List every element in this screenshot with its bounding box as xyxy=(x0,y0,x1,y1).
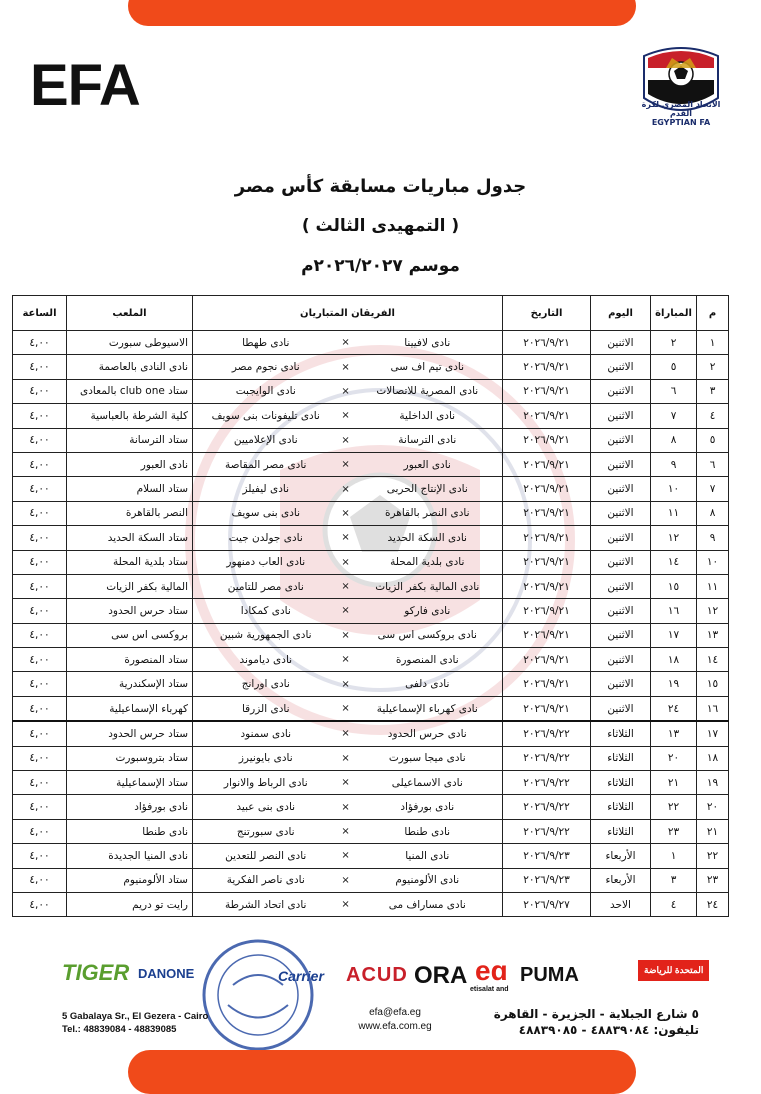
cell-day: الثلاثاء xyxy=(591,795,651,819)
cell-match: ٣ xyxy=(651,868,697,892)
cell-away-team: نادى تليفونات بنى سويف xyxy=(193,404,339,428)
cell-venue: نادى بورفؤاد xyxy=(67,795,193,819)
cell-away-team: نادى ليفيلز xyxy=(193,477,339,501)
cell-home-team: نادى الألومنيوم xyxy=(353,868,503,892)
cell-home-team: نادى بلدية المحلة xyxy=(353,550,503,574)
cell-vs: × xyxy=(339,355,353,379)
cell-day: الاثنين xyxy=(591,599,651,623)
table-row xyxy=(13,574,729,598)
svg-text:eɑ: eɑ xyxy=(475,956,508,986)
cell-day: الأربعاء xyxy=(591,868,651,892)
cell-time: ٤,٠٠ xyxy=(13,892,67,916)
cell-match: ١٨ xyxy=(651,648,697,672)
round-subtitle: ( التمهيدى الثالث ) xyxy=(301,216,460,236)
table-row xyxy=(13,452,729,476)
cell-vs: × xyxy=(339,501,353,525)
cell-vs: × xyxy=(339,721,353,746)
cell-num: ١٦ xyxy=(697,696,729,721)
cell-venue: النصر بالقاهرة xyxy=(67,501,193,525)
sponsor-acud: ACUD xyxy=(346,964,408,986)
table-row xyxy=(13,404,729,428)
cell-date: ٢٠٢٦/٩/٢١ xyxy=(503,379,591,403)
cell-day: الاثنين xyxy=(591,574,651,598)
cell-home-team: نادى الاسماعيلى xyxy=(353,771,503,795)
cell-time: ٤,٠٠ xyxy=(13,599,67,623)
table-row xyxy=(13,795,729,819)
cell-date: ٢٠٢٦/٩/٢٣ xyxy=(503,868,591,892)
cell-match: ١ xyxy=(651,844,697,868)
cell-num: ٤ xyxy=(697,404,729,428)
cell-num: ١٣ xyxy=(697,623,729,647)
cell-match: ٢٤ xyxy=(651,696,697,721)
table-row xyxy=(13,721,729,746)
sponsor-united: المتحدة للرياضة xyxy=(638,960,709,981)
cell-day: الاثنين xyxy=(591,526,651,550)
cell-time: ٤,٠٠ xyxy=(13,452,67,476)
cell-num: ١٨ xyxy=(697,746,729,770)
cell-day: الاثنين xyxy=(591,428,651,452)
cell-day: الاثنين xyxy=(591,404,651,428)
sponsor-etisalat: etisalat and xyxy=(470,986,509,993)
cell-venue: المالية بكفر الزيات xyxy=(67,574,193,598)
cell-venue: ستاد بتروسبورت xyxy=(67,746,193,770)
cell-venue: ستاد الألومنيوم xyxy=(67,868,193,892)
cell-time: ٤,٠٠ xyxy=(13,868,67,892)
cell-home-team: نادى حرس الحدود xyxy=(353,721,503,746)
table-row xyxy=(13,599,729,623)
crest-arabic-text: الاتحاد المصري لكرة القدم xyxy=(641,100,721,118)
cell-home-team: نادى المنيا xyxy=(353,844,503,868)
cell-match: ١٣ xyxy=(651,721,697,746)
cell-date: ٢٠٢٦/٩/٢١ xyxy=(503,696,591,721)
cell-match: ٢٢ xyxy=(651,795,697,819)
cell-home-team: نادى السكة الحديد xyxy=(353,526,503,550)
cell-home-team: نادى النصر بالقاهرة xyxy=(353,501,503,525)
cell-time: ٤,٠٠ xyxy=(13,721,67,746)
table-header-row xyxy=(13,296,729,331)
cell-home-team: نادى بورفؤاد xyxy=(353,795,503,819)
table-row xyxy=(13,868,729,892)
table-row xyxy=(13,696,729,721)
cell-date: ٢٠٢٦/٩/٢٣ xyxy=(503,844,591,868)
season-label: موسم ٢٠٢٦/٢٠٢٧م xyxy=(301,256,460,276)
cell-away-team: نادى الرباط والانوار xyxy=(193,771,339,795)
cell-venue: ستاد club one بالمعادى xyxy=(67,379,193,403)
cell-venue: كهرباء الإسماعيلية xyxy=(67,696,193,721)
cell-day: الثلاثاء xyxy=(591,771,651,795)
cell-date: ٢٠٢٦/٩/٢٧ xyxy=(503,892,591,916)
cell-away-team: نادى الجمهورية شبين xyxy=(193,623,339,647)
cell-vs: × xyxy=(339,648,353,672)
table-row xyxy=(13,623,729,647)
cell-away-team: نادى الزرقا xyxy=(193,696,339,721)
cell-away-team: نادى الإعلاميين xyxy=(193,428,339,452)
cell-vs: × xyxy=(339,819,353,843)
cell-away-team: نادى دياموند xyxy=(193,648,339,672)
cell-num: ٣ xyxy=(697,379,729,403)
cell-num: ١ xyxy=(697,331,729,355)
header-day: اليوم xyxy=(591,296,651,331)
match-schedule-table xyxy=(12,295,729,917)
cell-date: ٢٠٢٦/٩/٢٢ xyxy=(503,721,591,746)
cell-num: ٢٠ xyxy=(697,795,729,819)
footer-address-arabic xyxy=(494,1006,699,1038)
cell-day: الثلاثاء xyxy=(591,721,651,746)
cell-venue: كلية الشرطة بالعباسية xyxy=(67,404,193,428)
footer-website[interactable]: www.efa.com.eg xyxy=(358,1021,432,1032)
cell-venue: رايت تو دريم xyxy=(67,892,193,916)
table-row xyxy=(13,526,729,550)
cell-vs: × xyxy=(339,477,353,501)
cell-time: ٤,٠٠ xyxy=(13,623,67,647)
cell-time: ٤,٠٠ xyxy=(13,574,67,598)
cell-day: الاثنين xyxy=(591,452,651,476)
cell-num: ٢٤ xyxy=(697,892,729,916)
cell-home-team: نادى الإنتاج الحربى xyxy=(353,477,503,501)
cell-date: ٢٠٢٦/٩/٢١ xyxy=(503,501,591,525)
cell-time: ٤,٠٠ xyxy=(13,355,67,379)
cell-num: ١٢ xyxy=(697,599,729,623)
cell-home-team: نادى المالية بكفر الزيات xyxy=(353,574,503,598)
cell-num: ٢ xyxy=(697,355,729,379)
table-row xyxy=(13,331,729,355)
cell-day: الثلاثاء xyxy=(591,819,651,843)
cell-venue: ستاد بلدية المحلة xyxy=(67,550,193,574)
cell-venue: نادى النادى بالعاصمة xyxy=(67,355,193,379)
cell-vs: × xyxy=(339,771,353,795)
cell-num: ٢١ xyxy=(697,819,729,843)
cell-home-team: نادى طنطا xyxy=(353,819,503,843)
cell-away-team: نادى الوايجبت xyxy=(193,379,339,403)
cell-home-team: نادى ميجا سبورت xyxy=(353,746,503,770)
sponsor-tiger: TIGER xyxy=(62,960,130,985)
cell-venue: ستاد حرس الحدود xyxy=(67,599,193,623)
cell-time: ٤,٠٠ xyxy=(13,819,67,843)
header-date: التاريخ xyxy=(503,296,591,331)
cell-day: الاثنين xyxy=(591,331,651,355)
cell-home-team: نادى فاركو xyxy=(353,599,503,623)
cell-match: ٦ xyxy=(651,379,697,403)
cell-time: ٤,٠٠ xyxy=(13,526,67,550)
table-row xyxy=(13,428,729,452)
cell-time: ٤,٠٠ xyxy=(13,404,67,428)
cell-day: الاثنين xyxy=(591,550,651,574)
cell-day: الثلاثاء xyxy=(591,746,651,770)
cell-match: ٧ xyxy=(651,404,697,428)
cell-match: ١٥ xyxy=(651,574,697,598)
cell-time: ٤,٠٠ xyxy=(13,771,67,795)
cell-num: ١٥ xyxy=(697,672,729,696)
cell-time: ٤,٠٠ xyxy=(13,672,67,696)
cell-away-team: نادى اورانج xyxy=(193,672,339,696)
cell-day: الاحد xyxy=(591,892,651,916)
cell-away-team: نادى بنى سويف xyxy=(193,501,339,525)
cell-time: ٤,٠٠ xyxy=(13,746,67,770)
cell-match: ٤ xyxy=(651,892,697,916)
cell-match: ٢ xyxy=(651,331,697,355)
cell-away-team: نادى اتحاد الشرطة xyxy=(193,892,339,916)
table-row xyxy=(13,550,729,574)
cell-date: ٢٠٢٦/٩/٢٢ xyxy=(503,746,591,770)
cell-away-team: نادى نجوم مصر xyxy=(193,355,339,379)
sponsor-carrier: Carrier xyxy=(278,968,324,984)
cell-time: ٤,٠٠ xyxy=(13,696,67,721)
table-row xyxy=(13,648,729,672)
cell-match: ١٠ xyxy=(651,477,697,501)
cell-day: الاثنين xyxy=(591,501,651,525)
cell-match: ١١ xyxy=(651,501,697,525)
cell-match: ٢٣ xyxy=(651,819,697,843)
cell-home-team: نادى كهرباء الإسماعيلية xyxy=(353,696,503,721)
cell-vs: × xyxy=(339,672,353,696)
cell-away-team: نادى كمكادا xyxy=(193,599,339,623)
cell-vs: × xyxy=(339,623,353,647)
cell-venue: بروكسى اس سى xyxy=(67,623,193,647)
table-body xyxy=(13,331,729,917)
cell-num: ١٤ xyxy=(697,648,729,672)
cell-match: ٢٠ xyxy=(651,746,697,770)
cell-date: ٢٠٢٦/٩/٢١ xyxy=(503,477,591,501)
cell-home-team: نادى مساراف مى xyxy=(353,892,503,916)
table-row xyxy=(13,746,729,770)
cell-vs: × xyxy=(339,696,353,721)
footer-phone-ar: تليفون: ٤٨٨٣٩٠٨٤ - ٤٨٨٣٩٠٨٥ xyxy=(518,1023,699,1037)
footer-street-en: 5 Gabalaya Sr., El Gezera - Cairo xyxy=(62,1011,209,1022)
cell-vs: × xyxy=(339,331,353,355)
cell-home-team: نادى دلفى xyxy=(353,672,503,696)
cell-day: الاثنين xyxy=(591,623,651,647)
cell-date: ٢٠٢٦/٩/٢١ xyxy=(503,623,591,647)
table-row xyxy=(13,477,729,501)
cell-day: الاثنين xyxy=(591,477,651,501)
cell-venue: ستاد الإسكندرية xyxy=(67,672,193,696)
cell-vs: × xyxy=(339,868,353,892)
cell-match: ٥ xyxy=(651,355,697,379)
cell-date: ٢٠٢٦/٩/٢٢ xyxy=(503,771,591,795)
sponsor-ora: ORA xyxy=(414,962,468,989)
cell-match: ١٢ xyxy=(651,526,697,550)
header-match: المباراة xyxy=(651,296,697,331)
cell-venue: نادى العبور xyxy=(67,452,193,476)
cell-vs: × xyxy=(339,844,353,868)
cell-time: ٤,٠٠ xyxy=(13,648,67,672)
table-row xyxy=(13,672,729,696)
cell-away-team: نادى طهطا xyxy=(193,331,339,355)
cell-away-team: نادى بايونيرز xyxy=(193,746,339,770)
cell-num: ٦ xyxy=(697,452,729,476)
cell-vs: × xyxy=(339,526,353,550)
cell-date: ٢٠٢٦/٩/٢١ xyxy=(503,672,591,696)
cell-time: ٤,٠٠ xyxy=(13,477,67,501)
cell-home-team: نادى المصرية للاتصالات xyxy=(353,379,503,403)
cell-vs: × xyxy=(339,599,353,623)
cell-num: ١٠ xyxy=(697,550,729,574)
cell-day: الاثنين xyxy=(591,648,651,672)
cell-match: ١٩ xyxy=(651,672,697,696)
cell-home-team: نادى تيم اف سى xyxy=(353,355,503,379)
sponsor-puma: PUMA xyxy=(520,964,579,986)
cell-num: ١٩ xyxy=(697,771,729,795)
sponsor-danone: DANONE xyxy=(138,966,195,981)
cell-date: ٢٠٢٦/٩/٢١ xyxy=(503,452,591,476)
cell-venue: ستاد حرس الحدود xyxy=(67,721,193,746)
cell-vs: × xyxy=(339,452,353,476)
cell-vs: × xyxy=(339,379,353,403)
crest-label xyxy=(636,100,726,127)
cell-time: ٤,٠٠ xyxy=(13,844,67,868)
cell-vs: × xyxy=(339,746,353,770)
cell-date: ٢٠٢٦/٩/٢١ xyxy=(503,428,591,452)
cell-home-team: نادى العبور xyxy=(353,452,503,476)
cell-time: ٤,٠٠ xyxy=(13,379,67,403)
footer-address-english xyxy=(62,1010,208,1036)
header-time: الساعة xyxy=(13,296,67,331)
cell-vs: × xyxy=(339,428,353,452)
footer-contact xyxy=(335,1006,455,1034)
sponsor-strip xyxy=(58,956,718,998)
footer-phone-en: Tel.: 48839084 - 48839085 xyxy=(62,1024,177,1035)
cell-date: ٢٠٢٦/٩/٢٢ xyxy=(503,819,591,843)
cell-venue: ستاد الإسماعيلية xyxy=(67,771,193,795)
cell-num: ١٧ xyxy=(697,721,729,746)
cell-vs: × xyxy=(339,404,353,428)
header-teams: الفريقان المتباريان xyxy=(193,296,503,331)
cell-venue: الاسيوطى سبورت xyxy=(67,331,193,355)
cell-away-team: نادى النصر للتعدين xyxy=(193,844,339,868)
cell-day: الاثنين xyxy=(591,672,651,696)
cell-day: الاثنين xyxy=(591,696,651,721)
etisalat-icon xyxy=(473,956,511,986)
cell-match: ٢١ xyxy=(651,771,697,795)
footer-email[interactable]: efa@efa.eg xyxy=(369,1007,421,1018)
cell-day: الأربعاء xyxy=(591,844,651,868)
cell-date: ٢٠٢٦/٩/٢١ xyxy=(503,599,591,623)
cell-home-team: نادى الترسانة xyxy=(353,428,503,452)
official-stamp-icon xyxy=(198,935,318,1055)
header-num: م xyxy=(697,296,729,331)
cell-date: ٢٠٢٦/٩/٢١ xyxy=(503,550,591,574)
table-row xyxy=(13,771,729,795)
table-row xyxy=(13,355,729,379)
top-orange-bar xyxy=(128,0,636,26)
page-title: جدول مباريات مسابقة كأس مصر xyxy=(234,176,527,197)
cell-away-team: نادى سمنود xyxy=(193,721,339,746)
table-row xyxy=(13,819,729,843)
cell-home-team: نادى المنصورة xyxy=(353,648,503,672)
crest-english-text: EGYPTIAN FA xyxy=(651,118,711,127)
cell-num: ٥ xyxy=(697,428,729,452)
cell-home-team: نادى الداخلية xyxy=(353,404,503,428)
cell-venue: نادى طنطا xyxy=(67,819,193,843)
cell-date: ٢٠٢٦/٩/٢١ xyxy=(503,355,591,379)
bottom-orange-bar xyxy=(128,1050,636,1094)
footer-street-ar: ٥ شارع الجبلاية - الجزيرة - القاهرة xyxy=(493,1007,699,1021)
cell-time: ٤,٠٠ xyxy=(13,501,67,525)
table-row xyxy=(13,501,729,525)
cell-time: ٤,٠٠ xyxy=(13,428,67,452)
cell-away-team: نادى ناصر الفكرية xyxy=(193,868,339,892)
cell-num: ٩ xyxy=(697,526,729,550)
cell-away-team: نادى بنى عبيد xyxy=(193,795,339,819)
cell-vs: × xyxy=(339,550,353,574)
cell-num: ٧ xyxy=(697,477,729,501)
cell-time: ٤,٠٠ xyxy=(13,550,67,574)
cell-vs: × xyxy=(339,574,353,598)
cell-match: ٩ xyxy=(651,452,697,476)
cell-away-team: نادى مصر للتامين xyxy=(193,574,339,598)
cell-match: ٨ xyxy=(651,428,697,452)
cell-venue: ستاد السكة الحديد xyxy=(67,526,193,550)
cell-num: ٢٢ xyxy=(697,844,729,868)
efa-logo: EFA xyxy=(30,53,140,118)
cell-time: ٤,٠٠ xyxy=(13,795,67,819)
cell-vs: × xyxy=(339,892,353,916)
cell-away-team: نادى العاب دمنهور xyxy=(193,550,339,574)
cell-day: الاثنين xyxy=(591,379,651,403)
cell-vs: × xyxy=(339,795,353,819)
cell-home-team: نادى بروكسى اس سى xyxy=(353,623,503,647)
table-row xyxy=(13,892,729,916)
cell-away-team: نادى جولدن جيت xyxy=(193,526,339,550)
cell-match: ١٧ xyxy=(651,623,697,647)
cell-venue: ستاد المنصورة xyxy=(67,648,193,672)
table-row xyxy=(13,844,729,868)
cell-date: ٢٠٢٦/٩/٢١ xyxy=(503,574,591,598)
table-row xyxy=(13,379,729,403)
cell-match: ١٦ xyxy=(651,599,697,623)
cell-match: ١٤ xyxy=(651,550,697,574)
cell-away-team: نادى مصر المقاصة xyxy=(193,452,339,476)
cell-time: ٤,٠٠ xyxy=(13,331,67,355)
cell-num: ٨ xyxy=(697,501,729,525)
cell-venue: نادى المنيا الجديدة xyxy=(67,844,193,868)
cell-date: ٢٠٢٦/٩/٢١ xyxy=(503,331,591,355)
cell-date: ٢٠٢٦/٩/٢١ xyxy=(503,526,591,550)
cell-date: ٢٠٢٦/٩/٢١ xyxy=(503,404,591,428)
cell-date: ٢٠٢٦/٩/٢١ xyxy=(503,648,591,672)
cell-home-team: نادى لافيينا xyxy=(353,331,503,355)
cell-venue: ستاد الترسانة xyxy=(67,428,193,452)
cell-date: ٢٠٢٦/٩/٢٢ xyxy=(503,795,591,819)
cell-num: ١١ xyxy=(697,574,729,598)
cell-day: الاثنين xyxy=(591,355,651,379)
header-venue: الملعب xyxy=(67,296,193,331)
cell-venue: ستاد السلام xyxy=(67,477,193,501)
cell-num: ٢٣ xyxy=(697,868,729,892)
cell-away-team: نادى سبورتنج xyxy=(193,819,339,843)
